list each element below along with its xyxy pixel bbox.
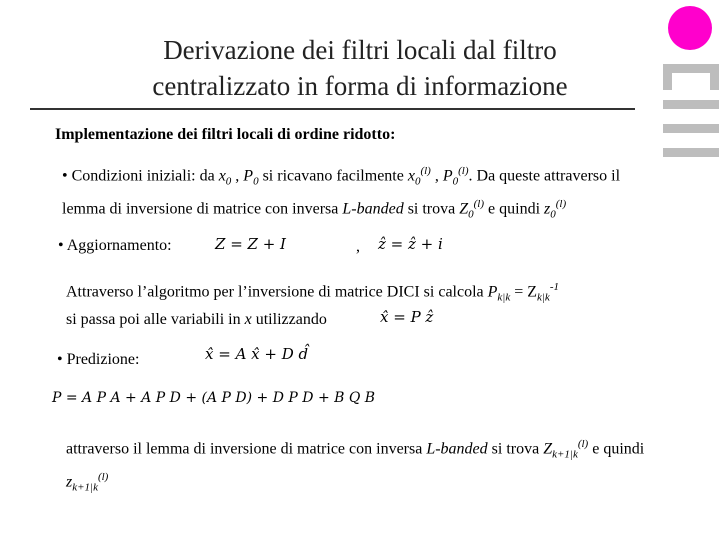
sup-l: (l)	[97, 470, 109, 483]
sup-l: (l)	[420, 165, 431, 177]
eq-text: Z = Z + I	[215, 235, 286, 253]
var-x0l: x	[407, 167, 415, 185]
sup-inverse: -1	[549, 281, 559, 293]
pass-paragraph	[66, 309, 327, 331]
eq-text: ẑ = ẑ + i	[378, 235, 443, 253]
sub-0: 0	[550, 208, 556, 221]
cond-text: si ricavano facilmente	[258, 167, 408, 185]
sub-0: 0	[225, 175, 232, 188]
sub-kk: k|k	[497, 291, 511, 304]
update-equation-zhat	[378, 235, 443, 253]
var-P0: P	[243, 167, 254, 185]
sub-k1k: k+1|k	[552, 448, 578, 461]
var-P: P	[487, 283, 498, 301]
sub-kk: k|k	[537, 291, 550, 304]
cond-text: • Condizioni iniziali: da	[62, 167, 219, 185]
prediction-equation-x: x̂ = A x̂ + D d̂	[205, 345, 309, 363]
sup-l: (l)	[555, 197, 567, 210]
section-heading: Implementazione dei filtri locali di ordine ridotto:	[55, 126, 396, 143]
l-banded: L-banded	[342, 199, 404, 217]
var-x: x	[244, 311, 252, 328]
var-Z: Z	[543, 440, 553, 458]
sub-0: 0	[468, 208, 474, 221]
title-line-2: centralizzato in forma di informazione	[152, 71, 568, 101]
sub-k1k: k+1|k	[72, 481, 98, 494]
eq-text: = Z	[510, 283, 538, 301]
final-paragraph	[66, 433, 686, 498]
sub-0: 0	[414, 175, 421, 188]
cond-text: . Da queste attraverso il lemma di inversione di matrice con inversa	[62, 167, 621, 217]
sub-0: 0	[452, 175, 459, 188]
dici-text: Attraverso l’algoritmo per l’inversione di matrice DICI si calcola	[66, 283, 488, 301]
slide-title	[60, 32, 660, 104]
sup-l: (l)	[473, 197, 485, 210]
var-Z0: Z	[459, 199, 469, 217]
var-x0: x	[218, 167, 226, 185]
var-z: z	[66, 472, 73, 490]
cond-text: e quindi	[484, 199, 545, 217]
prediction-equation-p: P = A P A + A P D + (A P D) + D P D + B Q B	[52, 390, 376, 406]
final-text: attraverso il lemma di inversione di matrice con inversa	[66, 440, 427, 458]
final-text: e quindi	[588, 440, 645, 458]
title-line-1: Derivazione dei filtri locali dal filtro	[163, 35, 557, 65]
cond-text: si trova	[403, 199, 460, 217]
equation-separator: ,	[356, 238, 360, 255]
var-P0l: P	[442, 167, 453, 185]
update-label: • Aggiornamento:	[58, 237, 172, 254]
comma: ,	[231, 167, 244, 185]
pass-equation: x̂ = P ẑ	[380, 308, 434, 326]
sup-l: (l)	[458, 165, 469, 177]
logo-dot	[668, 6, 712, 50]
title-divider	[30, 108, 635, 110]
l-banded: L-banded	[426, 440, 488, 458]
initial-conditions-paragraph	[62, 160, 652, 225]
sup-l: (l)	[577, 438, 589, 450]
pass-text: utilizzando	[251, 311, 327, 328]
var-z0: z	[544, 199, 551, 217]
prediction-label: • Predizione:	[57, 351, 140, 368]
logo-letters-icon	[655, 58, 720, 168]
final-text: si trova	[487, 440, 544, 458]
dici-paragraph	[66, 276, 676, 309]
update-equation-z	[215, 235, 286, 253]
sub-0: 0	[253, 175, 259, 188]
comma: ,	[430, 167, 443, 185]
pass-text: si passa poi alle variabili in	[66, 311, 245, 328]
